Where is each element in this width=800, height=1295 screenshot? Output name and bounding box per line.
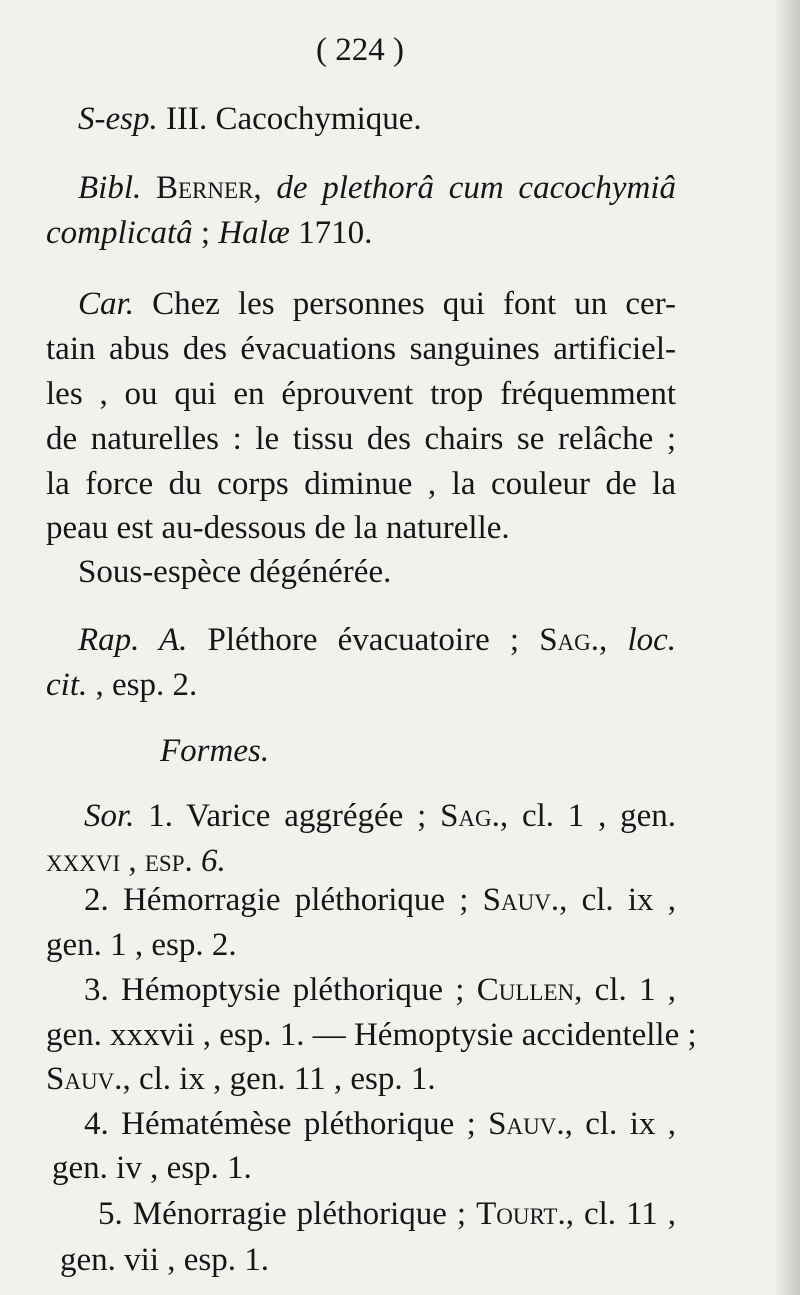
bibl-line-2: complicatâ ; Halæ 1710.: [46, 215, 373, 251]
sor-item-1-ref-b-italic: 6.: [200, 843, 226, 879]
sor-item-3-line-1: [84, 974, 676, 1007]
sor-item-5-line-2: gen. vii , esp. 1.: [60, 1242, 269, 1278]
car-label: Car.: [78, 286, 134, 322]
sor-item-2-text: 2. Hémorragie pléthorique ;: [84, 882, 469, 918]
sor-item-5-text: 5. Ménorragie pléthorique ;: [98, 1196, 467, 1232]
heading-label: S-esp.: [78, 101, 158, 137]
bibl-title-line-2: complicatâ: [46, 215, 193, 251]
bibl-place: Halæ: [218, 215, 290, 251]
rap-line-2: cit. , esp. 2.: [46, 667, 198, 703]
sor-item-3-text: 3. Hémoptysie pléthorique ;: [84, 972, 465, 1008]
sor-item-3-author-2: Sauv.: [46, 1061, 123, 1097]
sor-item-4-author: Sauv.: [488, 1106, 565, 1142]
page-number: ( 224 ): [316, 32, 404, 68]
rap-text: Pléthore évacuatoire ;: [207, 622, 520, 658]
sor-item-1-ref-a: , cl. 1 , gen.: [499, 798, 677, 834]
sor-item-2-line-2: gen. 1 , esp. 2.: [46, 927, 237, 963]
bibl-line-1: [78, 172, 676, 205]
car-line-5: la force du corps diminue , la couleur de la: [46, 466, 676, 502]
rap-line-1: Rap. A. Pléthore évacuatoire ; Sag., loc.: [78, 622, 677, 658]
rap-ref-cit: cit.: [46, 667, 88, 703]
formes-heading: Formes.: [160, 733, 270, 769]
rap-ref-loc: loc.: [627, 622, 677, 658]
sor-item-5-ref-a: , cl. 11 ,: [565, 1196, 677, 1232]
bibl-author: Berner: [155, 170, 254, 206]
sor-item-4-line-1: [84, 1108, 676, 1141]
sor-item-3-ref-c: , cl. ix , gen. 11 , esp. 1.: [122, 1061, 436, 1097]
car-text-1: Chez les personnes qui font un cer-: [152, 286, 677, 322]
sor-item-1-line-2: [46, 845, 226, 878]
rap-ref-author: Sag.: [539, 622, 600, 658]
sor-item-3-line-2: gen. xxxvii , esp. 1. — Hémoptysie accidentelle ;: [46, 1017, 697, 1053]
bibl-label: Bibl.: [78, 170, 142, 206]
sor-item-4-ref-a: , cl. ix ,: [564, 1106, 677, 1142]
sor-item-1-author: Sag.: [440, 798, 500, 834]
sor-item-1-line-1: [84, 800, 676, 833]
sor-item-5-author: Tourt.: [476, 1196, 566, 1232]
rap-label: Rap. A.: [78, 622, 188, 658]
sor-item-1-ref-b: xxxvi , esp.: [46, 843, 193, 879]
sor-item-4-line-2: gen. iv , esp. 1.: [52, 1150, 252, 1186]
sor-item-3-ref-a: , cl. 1 ,: [574, 972, 676, 1008]
sor-label: Sor.: [84, 798, 135, 834]
bibl-comma: ,: [253, 170, 262, 206]
car-line-3: les , ou qui en éprouvent trop fréquemment: [46, 376, 676, 412]
sor-item-4-text: 4. Hématémèse pléthorique ;: [84, 1106, 476, 1142]
sor-item-2-author: Sauv.: [482, 882, 560, 918]
subspecies-heading: [78, 103, 422, 136]
bibl-title-line-1: de plethorâ cum cacochymiâ: [276, 170, 677, 206]
sor-item-2-ref-a: , cl. ix ,: [559, 882, 676, 918]
car-line-1: [78, 288, 676, 321]
car-line-4: de naturelles : le tissu des chairs se relâche ;: [46, 421, 676, 457]
subspecies-degeneree: Sous-espèce dégénérée.: [78, 554, 392, 590]
car-line-6: peau est au-dessous de la naturelle.: [46, 510, 510, 546]
sor-item-5-line-1: [98, 1198, 676, 1231]
rap-ref-rest: esp. 2.: [111, 667, 198, 703]
sor-item-1-text: 1. Varice aggrégée ;: [148, 798, 427, 834]
sor-item-3-line-3: [46, 1063, 436, 1096]
bibl-year: 1710.: [298, 215, 373, 251]
sor-item-2-line-1: [84, 884, 676, 917]
sor-item-3-author: Cullen: [476, 972, 575, 1008]
car-line-2: tain abus des évacuations sanguines artificiel-: [46, 331, 676, 367]
heading-text: III. Cacochymique.: [165, 101, 422, 137]
